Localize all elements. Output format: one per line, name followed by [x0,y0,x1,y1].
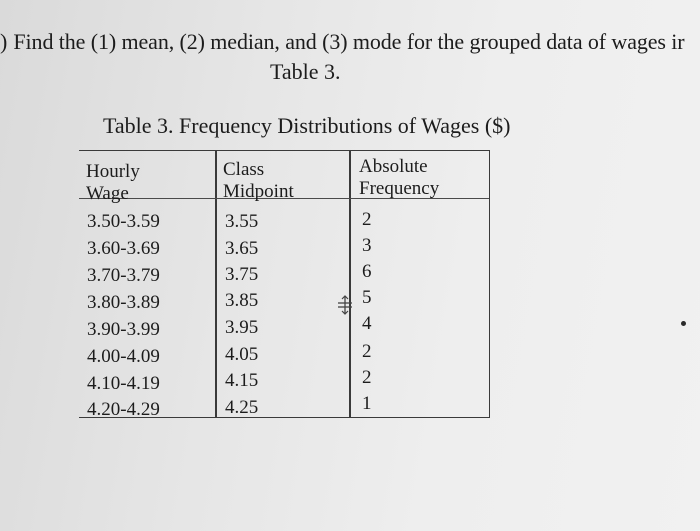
question-line-1: Find the (1) mean, (2) median, and (3) mode for the grouped data of wages ir [13,29,685,54]
stray-dot [681,321,686,326]
question-text: ) Find the (1) mean, (2) median, and (3) mode for the grouped data of wages ir [0,29,685,54]
frequency-table: Hourly Wage Class Midpoint Absolute Frequency 3.50-3.59 3.55 2 3.60-3.69 3.65 3 3.70-3.79 3.75 6 3.80-3.89 3.85 5 3.90-3.99 3.95 4 4.00-4.09 4.05 2 4.10-4.19 4.15 2 4.20-4.29 4.25 1 [79,150,490,418]
table-caption: Table 3. Frequency Distributions of Wages ($) [103,113,511,138]
question-line-2: Table 3. [270,59,341,84]
header-hourly-wage: Hourly Wage [86,161,140,204]
column-divider-2 [349,151,351,417]
move-handle-icon[interactable] [336,295,354,315]
header-class-midpoint: Class Midpoint [223,159,294,202]
header-absolute-frequency: Absolute Frequency [359,156,440,199]
column-divider-1 [215,151,217,417]
